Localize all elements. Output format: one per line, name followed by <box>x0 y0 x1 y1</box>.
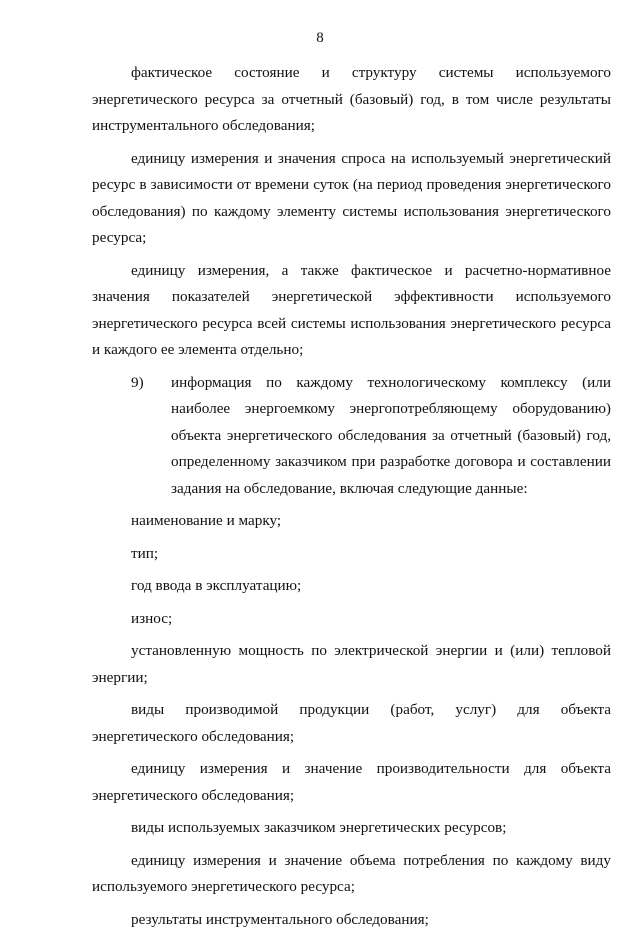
subitem: виды используемых заказчиком энергетических ресурсов; <box>92 815 611 842</box>
subitem: единицу измерения и значение объема потребления по каждому виду используемого энергетического ресурса; <box>92 848 611 901</box>
subitem: износ; <box>92 606 611 633</box>
paragraph: единицу измерения, а также фактическое и расчетно-нормативное значения показателей энергетической эффективности используемого энергетического ресурса всей системы использования энергетического ресурса и каждого ее элемента отдельно; <box>92 258 611 364</box>
document-body <box>92 60 611 933</box>
paragraph: единицу измерения и значения спроса на используемый энергетический ресурс в зависимости от времени суток (на период проведения энергетического обследования) по каждому элементу системы использования энергетического ресурса; <box>92 146 611 252</box>
subitem: год ввода в эксплуатацию; <box>92 573 611 600</box>
subitem: результаты инструментального обследования; <box>92 907 611 933</box>
subitem: установленную мощность по электрической энергии и (или) тепловой энергии; <box>92 638 611 691</box>
subitem: виды производимой продукции (работ, услуг) для объекта энергетического обследования; <box>92 697 611 750</box>
subitem: единицу измерения и значение производительности для объекта энергетического обследования; <box>92 756 611 809</box>
page-number: 8 <box>0 30 640 47</box>
list-item-text: информация по каждому технологическому комплексу (или наиболее энергоемкому энергопотребляющему оборудованию) объекта энергетического обследования за отчетный (базовый) год, определенному заказчиком при разработке договора и составлении задания на обследование, включая следующие данные: <box>171 370 611 503</box>
paragraph: фактическое состояние и структуру системы используемого энергетического ресурса за отчетный (базовый) год, в том числе результаты инструментального обследования; <box>92 60 611 140</box>
list-item-number: 9) <box>92 370 171 397</box>
subitem: наименование и марку; <box>92 508 611 535</box>
list-item-9 <box>92 370 611 503</box>
subitem: тип; <box>92 541 611 568</box>
